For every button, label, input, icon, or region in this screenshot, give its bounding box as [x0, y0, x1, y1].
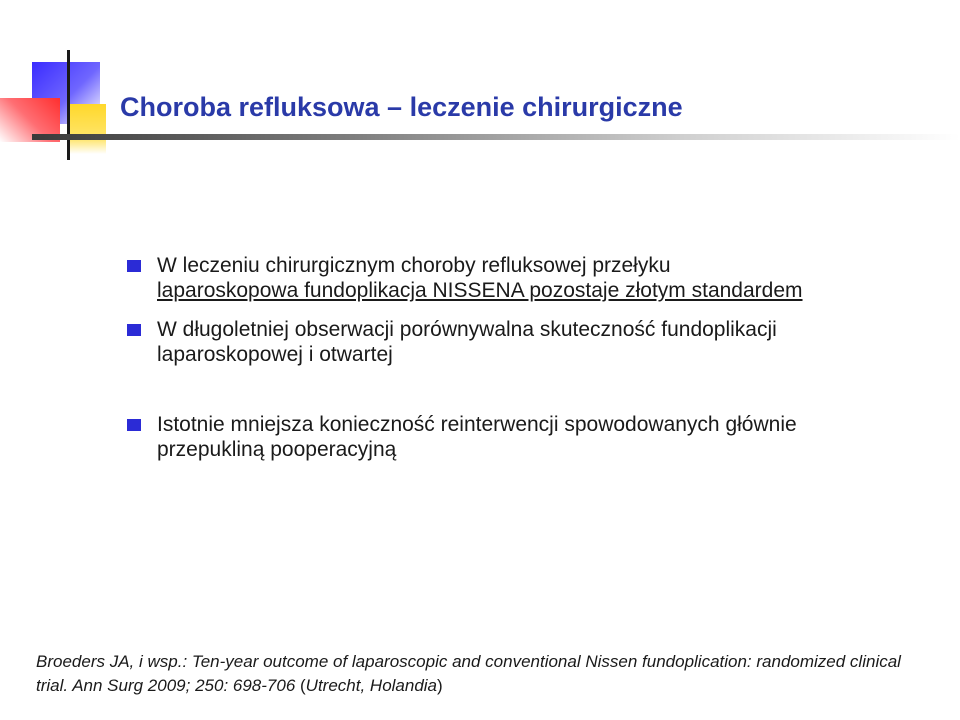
bullet-item-effectiveness	[124, 317, 884, 367]
reference-location: Utrecht, Holandia	[305, 676, 438, 695]
reference-open-paren: (	[295, 676, 306, 695]
bullet-list	[124, 253, 884, 462]
bullet-item-reintervention	[124, 412, 884, 462]
bullet-text-underlined: laparoskopowa fundoplikacja NISSENA pozostaje złotym standardem	[157, 279, 803, 302]
bullet-text: W leczeniu chirurgicznym choroby refluksowej przełyku	[157, 254, 671, 277]
vertical-rule	[67, 50, 70, 160]
slide-title: Choroba refluksowa – leczenie chirurgiczne	[120, 92, 683, 122]
reference-citation	[36, 650, 936, 698]
square-bullet-icon	[127, 419, 141, 431]
reference-close-paren: )	[437, 676, 443, 695]
square-bullet-icon	[127, 260, 141, 272]
title-underline-rule	[32, 134, 960, 140]
reference-main: Broeders JA, i wsp.: Ten-year outcome of laparoscopic and conventional Nissen fundoplication: randomized clinical trial. Ann Surg 2009; 250: 698-706	[36, 652, 901, 695]
square-bullet-icon	[127, 324, 141, 336]
bullet-item-gold-standard	[124, 253, 884, 303]
bullet-text: W długoletniej obserwacji porównywalna skuteczność fundoplikacji laparoskopowej i otwartej	[157, 318, 777, 366]
yellow-square	[68, 104, 106, 154]
bullet-text: Istotnie mniejsza konieczność reinterwencji spowodowanych głównie przepukliną pooperacyjną	[157, 413, 797, 461]
decorative-logo-graphic	[0, 0, 960, 170]
